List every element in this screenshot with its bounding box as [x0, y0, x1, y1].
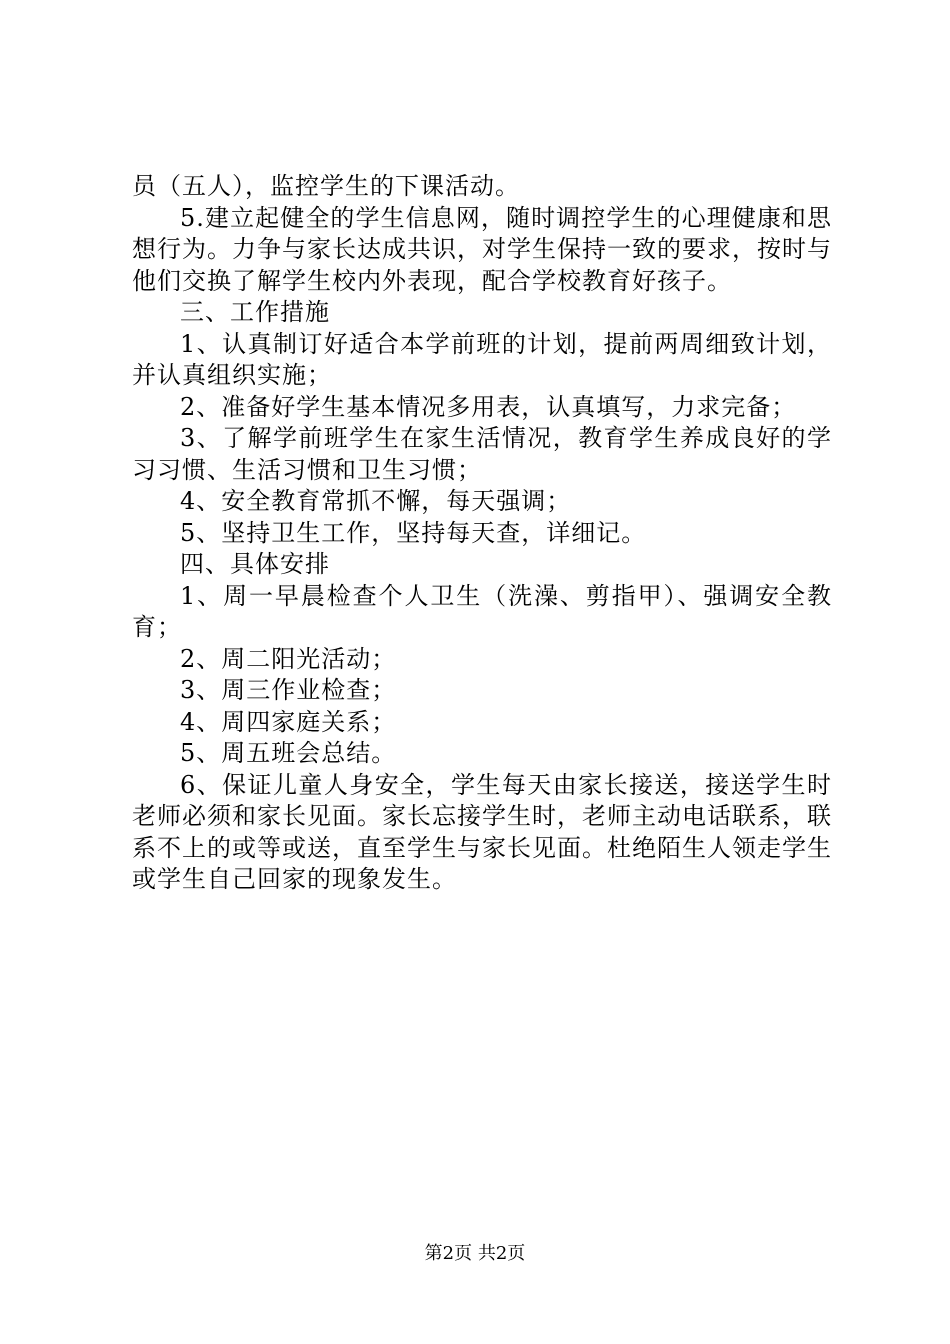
paragraph-arrangement-6: 6、保证儿童人身安全，学生每天由家长接送，接送学生时老师必须和家长见面。家长忘接学生时，老师主动电话联系，联系不上的或等或送，直至学生与家长见面。杜绝陌生人领走学生或学生自己回家的现象发生。	[132, 770, 832, 893]
paragraph-measure-1: 1、认真制订好适合本学前班的计划，提前两周细致计划，并认真组织实施；	[132, 329, 832, 389]
paragraph-arrangement-2: 2、周二阳光活动；	[180, 644, 397, 673]
section-heading-work-measures: 三、工作措施	[180, 298, 330, 326]
paragraph-arrangement-5: 5、周五班会总结。	[180, 739, 397, 767]
paragraph-measure-3: 3、了解学前班学生在家生活情况，教育学生养成良好的学习习惯、生活习惯和卫生习惯；	[132, 424, 832, 484]
document-body	[132, 171, 832, 896]
section-heading-specific-arrangements: 四、具体安排	[180, 550, 330, 578]
paragraph-measure-2: 2、准备好学生基本情况多用表，认真填写，力求完备；	[180, 392, 797, 421]
paragraph-measure-5: 5、坚持卫生工作，坚持每天查，详细记。	[180, 518, 647, 547]
paragraph-arrangement-1: 1、周一早晨检查个人卫生（洗澡、剪指甲）、强调安全教育；	[132, 581, 832, 641]
paragraph-item-5-info-network: 5.建立起健全的学生信息网，随时调控学生的心理健康和思想行为。力争与家长达成共识，对学生保持一致的要求，按时与他们交换了解学生校内外表现，配合学校教育好孩子。	[132, 203, 832, 295]
page-number-label: 第2页 共2页	[424, 1243, 526, 1264]
paragraph-arrangement-3: 3、周三作业检查；	[180, 676, 397, 704]
paragraph-arrangement-4: 4、周四家庭关系；	[180, 707, 397, 736]
page-footer	[0, 1242, 950, 1266]
paragraph-measure-4: 4、安全教育常抓不懈，每天强调；	[180, 487, 572, 515]
paragraph-continuation: 员（五人），监控学生的下课活动。	[132, 172, 520, 200]
